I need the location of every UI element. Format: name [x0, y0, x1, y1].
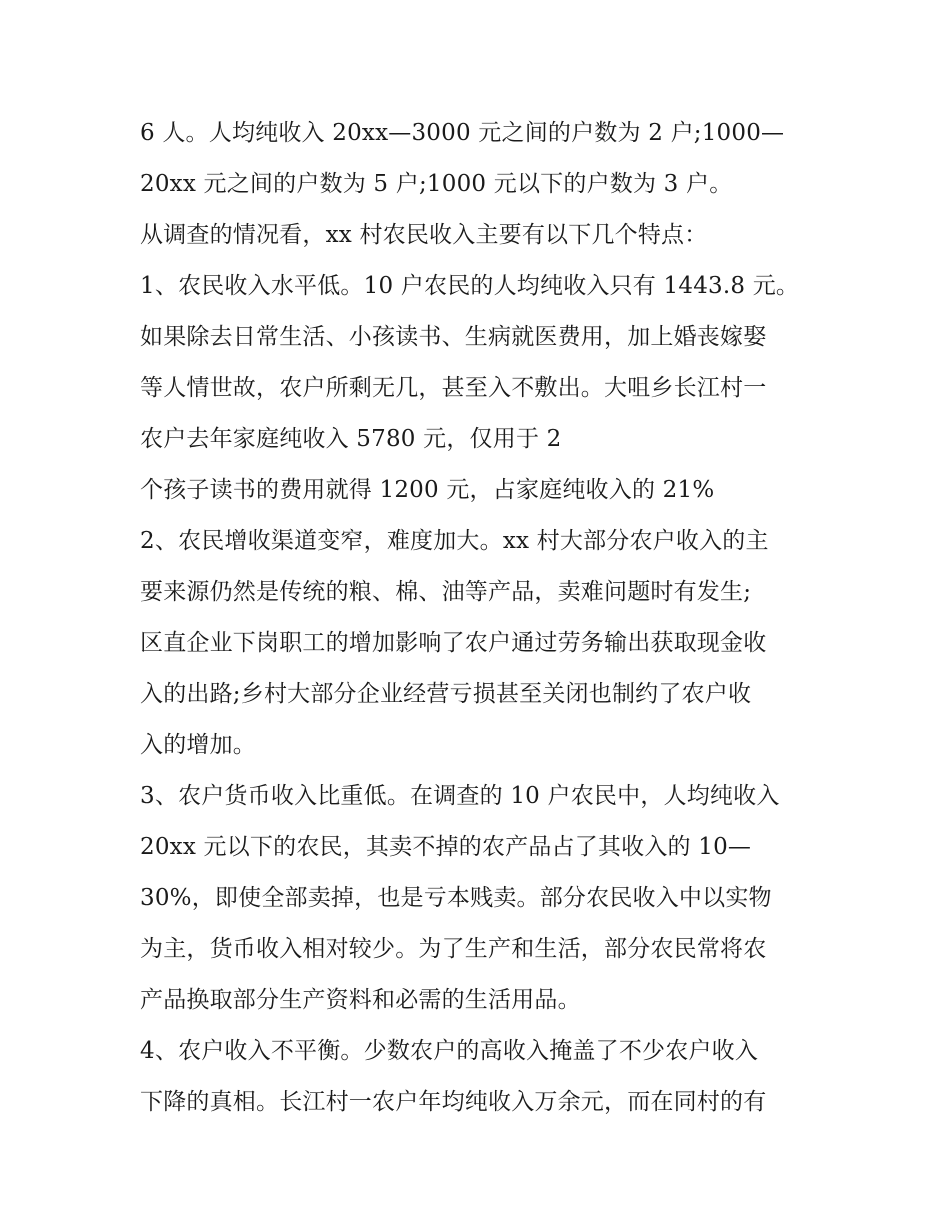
text-line: 1、农民收入水平低。10 户农民的人均纯收入只有 1443.8 元。 [140, 273, 800, 299]
text-line: 个孩子读书的费用就得 1200 元，占家庭纯收入的 21% [140, 477, 715, 503]
text-line: 4、农户收入不平衡。少数农户的高收入掩盖了不少农户收入 [140, 1038, 759, 1064]
text-line: 为主，货币收入相对较少。为了生产和生活，部分农民常将农 [140, 936, 767, 962]
text-line: 2、农民增收渠道变窄，难度加大。xx 村大部分农户收入的主 [140, 528, 769, 554]
text-line: 要来源仍然是传统的粮、棉、油等产品，卖难问题时有发生; [140, 579, 752, 605]
text-line: 下降的真相。长江村一农户年均纯收入万余元，而在同村的有 [140, 1089, 767, 1115]
text-line: 3、农户货币收入比重低。在调查的 10 户农民中，人均纯收入 [140, 783, 780, 809]
text-line: 如果除去日常生活、小孩读书、生病就医费用，加上婚丧嫁娶 [140, 324, 767, 350]
text-line: 30%，即使全部卖掉，也是亏本贱卖。部分农民收入中以实物 [140, 885, 772, 911]
text-line: 从调查的情况看，xx 村农民收入主要有以下几个特点： [140, 222, 708, 248]
document-body [140, 108, 820, 1128]
text-line: 入的增加。 [140, 732, 256, 758]
text-line: 20xx 元之间的户数为 5 户;1000 元以下的户数为 3 户。 [140, 171, 733, 197]
text-line: 区直企业下岗职工的增加影响了农户通过劳务输出获取现金收 [140, 630, 767, 656]
text-line: 6 人。人均纯收入 20xx—3000 元之间的户数为 2 户;1000— [140, 120, 785, 146]
text-line: 农户去年家庭纯收入 5780 元，仅用于 2 [140, 426, 562, 452]
text-line: 等人情世故，农户所剩无几，甚至入不敷出。大咀乡长江村一 [140, 375, 767, 401]
text-line: 产品换取部分生产资料和必需的生活用品。 [140, 987, 581, 1013]
text-line: 20xx 元以下的农民，其卖不掉的农产品占了其收入的 10— [140, 834, 752, 860]
text-line: 入的出路;乡村大部分企业经营亏损甚至关闭也制约了农户收 [140, 681, 752, 707]
